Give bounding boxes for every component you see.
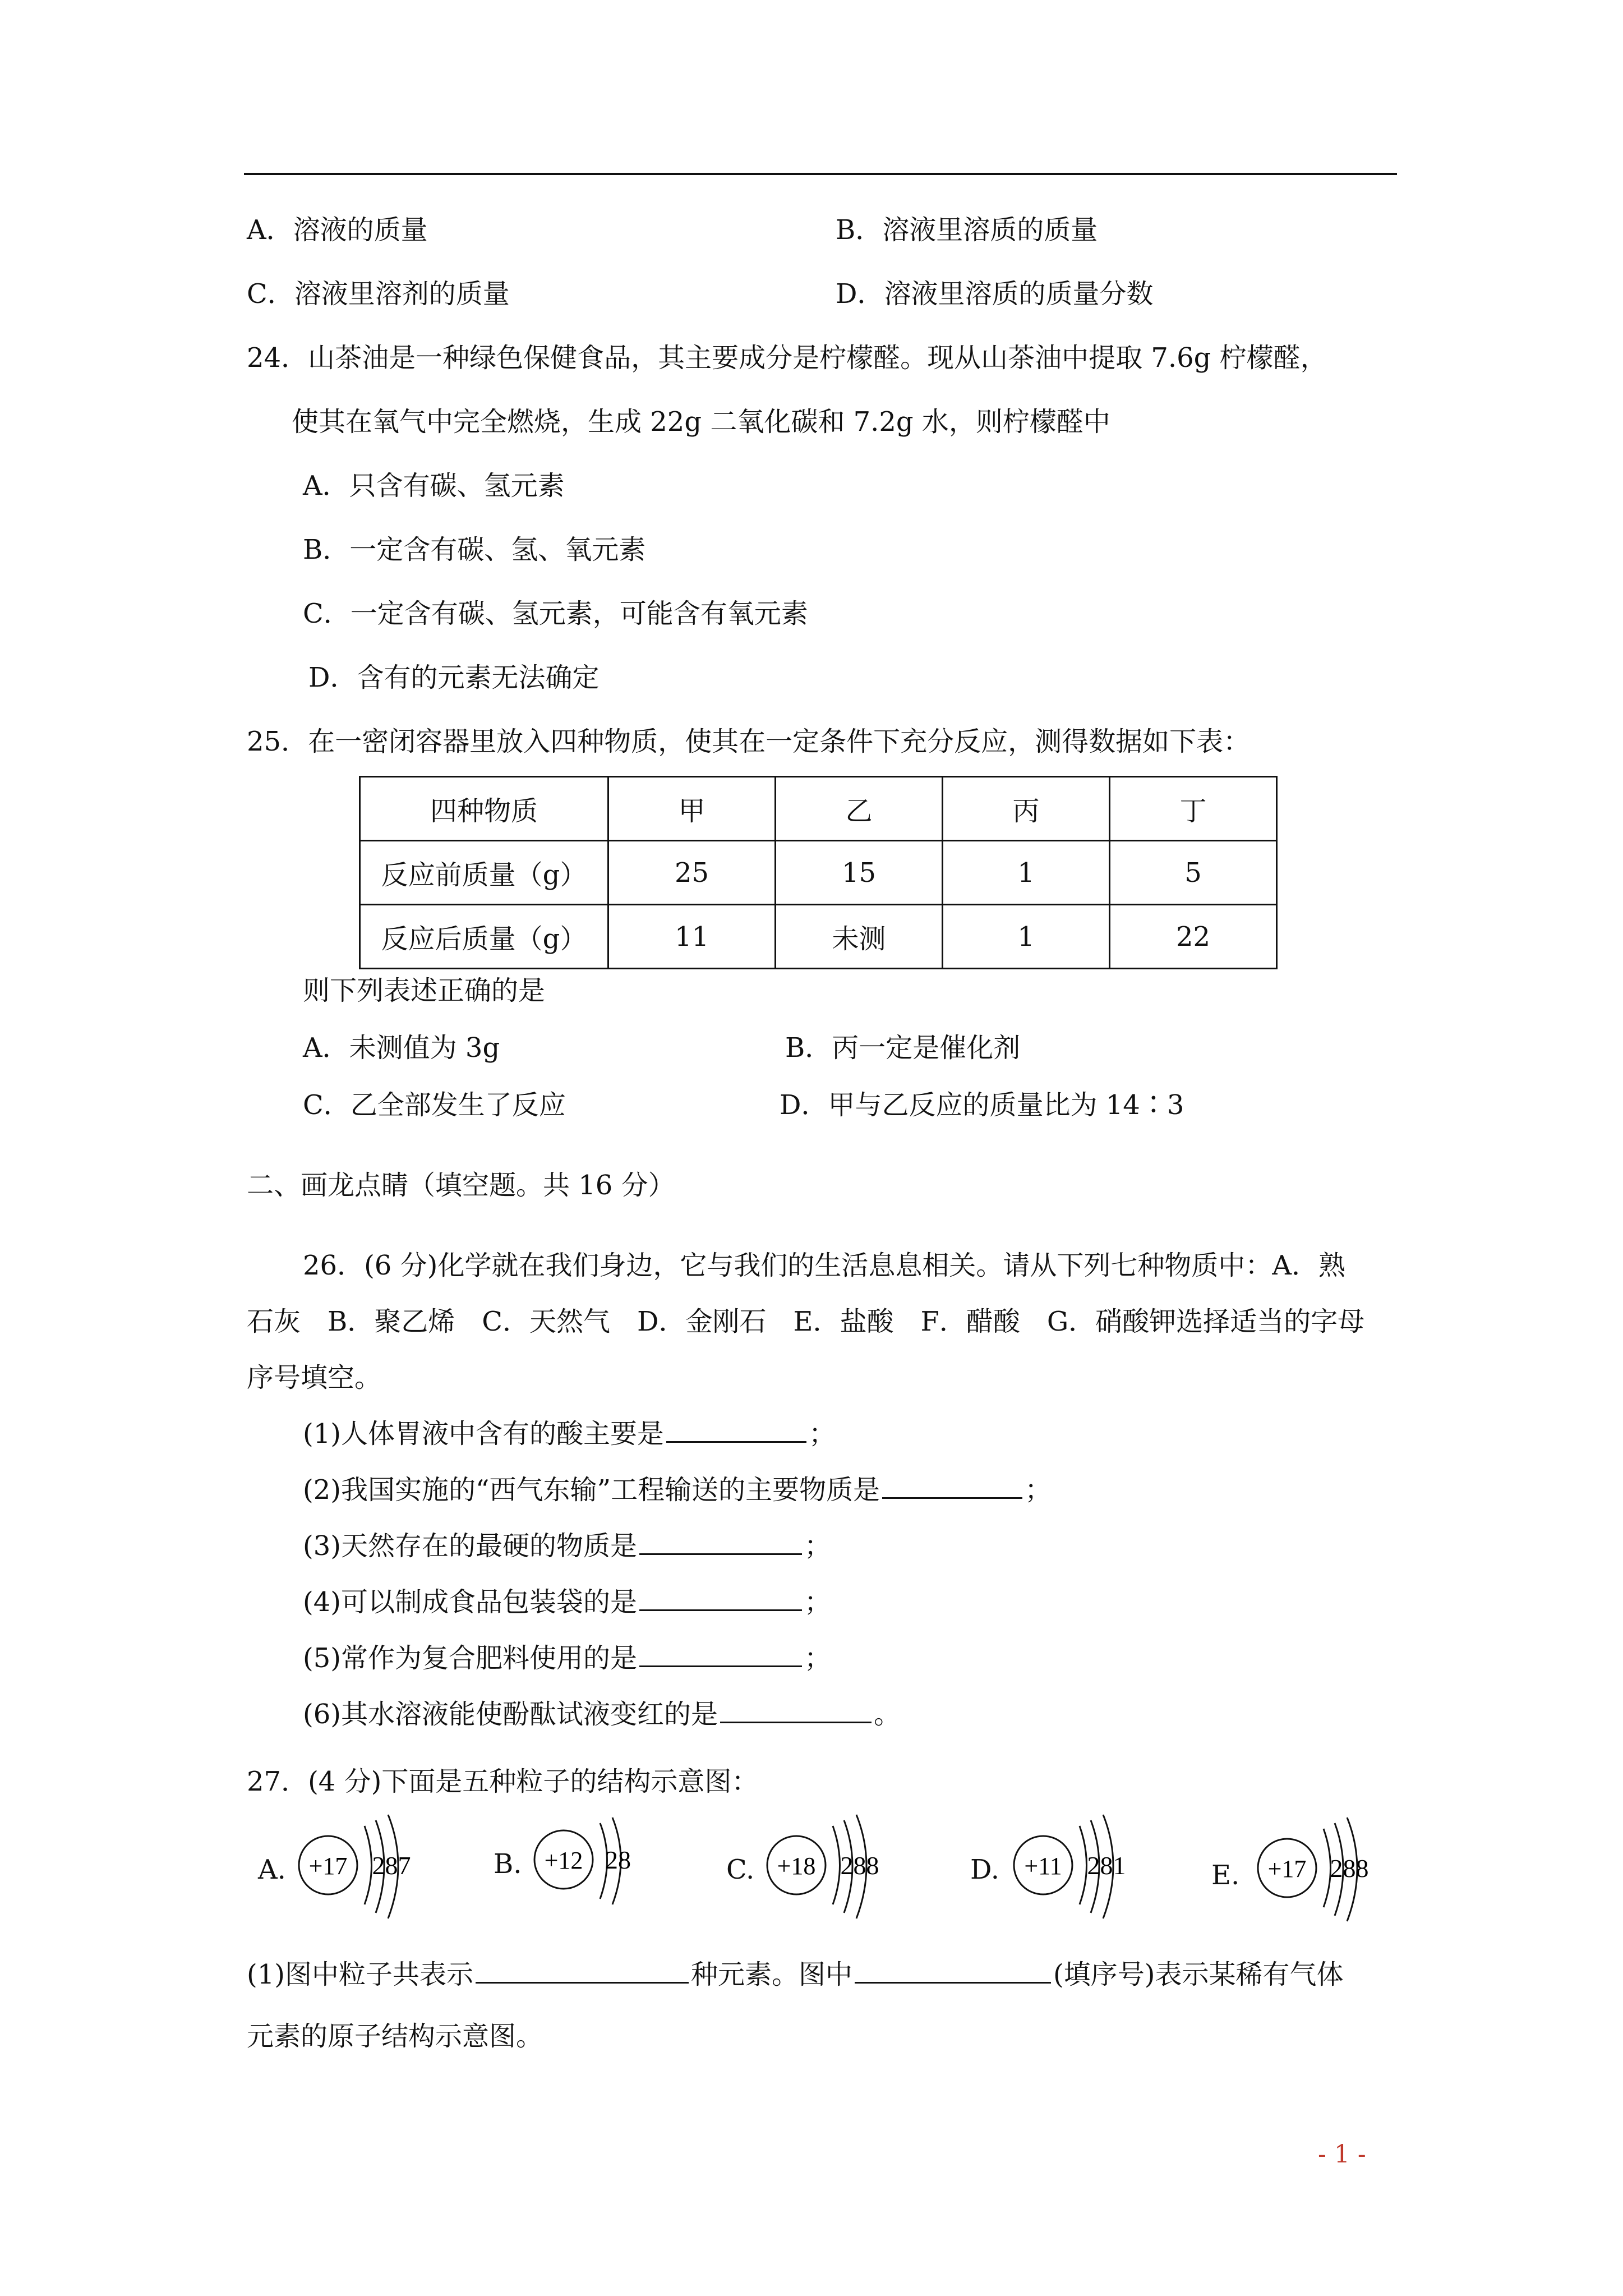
shell-electrons: 281 — [1087, 1851, 1126, 1880]
atom-diagram-c — [726, 1803, 895, 1927]
atom-label: A. — [258, 1854, 286, 1885]
table-header-cell: 丁 — [1110, 777, 1277, 841]
data-table — [359, 776, 1278, 969]
electron-shell-arc — [365, 1826, 372, 1904]
q26-item-text: (2)我国实施的“西气东输”工程输送的主要物质是 — [303, 1474, 880, 1506]
q25-option-b: B．丙一定是催化剂 — [785, 1032, 1021, 1064]
table-cell: 1 — [943, 841, 1110, 905]
q24-option-a: A．只含有碳、氢元素 — [303, 470, 565, 501]
nucleus-charge: +17 — [308, 1852, 348, 1880]
table-header-cell: 乙 — [776, 777, 943, 841]
q26-item-text: (5)常作为复合肥料使用的是 — [303, 1642, 637, 1674]
q25-stem: 25．在一密闭容器里放入四种物质，使其在一定条件下充分反应，测得数据如下表： — [247, 726, 1251, 757]
shell-electrons: 288 — [1330, 1854, 1369, 1883]
q26-item-end: ； — [1025, 1474, 1052, 1506]
table-cell: 11 — [608, 905, 776, 969]
nucleus-charge: +17 — [1267, 1855, 1307, 1883]
answer-blank[interactable] — [639, 1643, 802, 1667]
atom-diagram-b — [494, 1803, 651, 1927]
answer-blank[interactable] — [639, 1587, 802, 1611]
atom-diagram-a — [258, 1803, 426, 1927]
q23-option-d: D．溶液里溶质的质量分数 — [836, 278, 1154, 310]
q27-sub1-line1 — [247, 1958, 1343, 1991]
section-heading: 二、画龙点睛（填空题。共 16 分） — [247, 1170, 675, 1201]
q27-sub1-text: (填序号)表示某稀有气体 — [1053, 1959, 1344, 1990]
q25-after-table: 则下列表述正确的是 — [303, 975, 546, 1006]
q25-option-c: C．乙全部发生了反应 — [303, 1089, 566, 1121]
table-cell: 1 — [943, 905, 1110, 969]
nucleus-charge: +18 — [777, 1852, 816, 1880]
atom-diagram-e — [1211, 1803, 1380, 1927]
q24-option-d: D．含有的元素无法确定 — [308, 662, 600, 693]
table-cell: 反应前质量（g） — [360, 841, 608, 905]
q26-item-end: ； — [804, 1586, 832, 1618]
atom-label: B. — [494, 1848, 522, 1880]
q24-stem-line2: 使其在氧气中完全燃烧，生成 22g 二氧化碳和 7.2g 水，则柠檬醛中 — [292, 406, 1110, 438]
answer-blank[interactable] — [855, 1959, 1051, 1984]
q26-item-end: ； — [804, 1530, 832, 1562]
q23-option-b: B．溶液里溶质的质量 — [836, 214, 1098, 246]
table-header-cell: 甲 — [608, 777, 776, 841]
q26-item-6 — [303, 1697, 901, 1731]
q26-item-end: 。 — [874, 1699, 901, 1730]
q26-item-2 — [303, 1473, 1052, 1507]
q25-option-d: D．甲与乙反应的质量比为 14∶3 — [780, 1089, 1184, 1121]
nucleus-charge: +12 — [544, 1847, 583, 1874]
q26-stem-line1: 26．(6 分)化学就在我们身边，它与我们的生活息息相关。请从下列七种物质中：A．熟 — [303, 1250, 1345, 1281]
q24-stem-line1: 24．山茶油是一种绿色保健食品，其主要成分是柠檬醛。现从山茶油中提取 7.6g 柠檬醛， — [247, 342, 1327, 374]
q26-item-1 — [303, 1417, 836, 1451]
answer-blank[interactable] — [476, 1959, 689, 1984]
atom-label: D. — [970, 1854, 1000, 1885]
q26-stem-line2: 石灰 B．聚乙烯 C．天然气 D．金刚石 E．盐酸 F．醋酸 G．硝酸钾选择适当的字母 — [247, 1306, 1365, 1337]
table-cell: 5 — [1110, 841, 1277, 905]
atom-diagram-d — [970, 1803, 1138, 1927]
table-header-cell: 四种物质 — [360, 777, 608, 841]
answer-blank[interactable] — [639, 1531, 802, 1555]
q26-item-text: (4)可以制成食品包装袋的是 — [303, 1586, 637, 1618]
q26-item-end: ； — [804, 1642, 832, 1674]
page-number: - 1 - — [1318, 2140, 1366, 2169]
answer-blank[interactable] — [882, 1475, 1022, 1499]
q24-option-b: B．一定含有碳、氢、氧元素 — [303, 534, 646, 565]
q26-item-4 — [303, 1585, 831, 1619]
atom-label: E. — [1211, 1860, 1240, 1891]
table-header-row — [360, 777, 1277, 841]
table-cell: 反应后质量（g） — [360, 905, 608, 969]
answer-blank[interactable] — [720, 1699, 872, 1723]
q25-option-a: A．未测值为 3g — [303, 1032, 500, 1064]
q27-sub1-text: 种元素。图中 — [691, 1959, 853, 1990]
atom-label: C. — [726, 1854, 755, 1885]
q27-sub1-text: (1)图中粒子共表示 — [247, 1959, 473, 1990]
q26-item-text: (1)人体胃液中含有的酸主要是 — [303, 1418, 664, 1450]
q26-item-text: (3)天然存在的最硬的物质是 — [303, 1530, 637, 1562]
table-row — [360, 841, 1277, 905]
table-cell: 25 — [608, 841, 776, 905]
q26-item-5 — [303, 1641, 831, 1675]
electron-shell-arc — [1080, 1826, 1087, 1904]
q26-item-end: ； — [809, 1418, 836, 1450]
q26-item-3 — [303, 1529, 831, 1563]
shell-electrons: 287 — [372, 1851, 411, 1880]
nucleus-charge: +11 — [1024, 1852, 1062, 1880]
table-row — [360, 905, 1277, 969]
q24-option-c: C．一定含有碳、氢元素，可能含有氧元素 — [303, 598, 808, 629]
q26-stem-line3: 序号填空。 — [247, 1362, 382, 1393]
table-cell: 未测 — [776, 905, 943, 969]
table-header-cell: 丙 — [943, 777, 1110, 841]
shell-electrons: 28 — [605, 1846, 631, 1874]
q26-item-text: (6)其水溶液能使酚酞试液变红的是 — [303, 1699, 718, 1730]
electron-shell-arc — [833, 1826, 840, 1904]
q27-sub1-line2: 元素的原子结构示意图。 — [247, 2021, 543, 2052]
q23-option-a: A．溶液的质量 — [247, 214, 428, 246]
table-cell: 22 — [1110, 905, 1277, 969]
header-rule — [244, 173, 1397, 175]
shell-electrons: 288 — [840, 1851, 879, 1880]
answer-blank[interactable] — [666, 1419, 806, 1443]
q27-stem: 27．(4 分)下面是五种粒子的结构示意图： — [247, 1766, 759, 1797]
q23-option-c: C．溶液里溶剂的质量 — [247, 278, 510, 310]
table-cell: 15 — [776, 841, 943, 905]
